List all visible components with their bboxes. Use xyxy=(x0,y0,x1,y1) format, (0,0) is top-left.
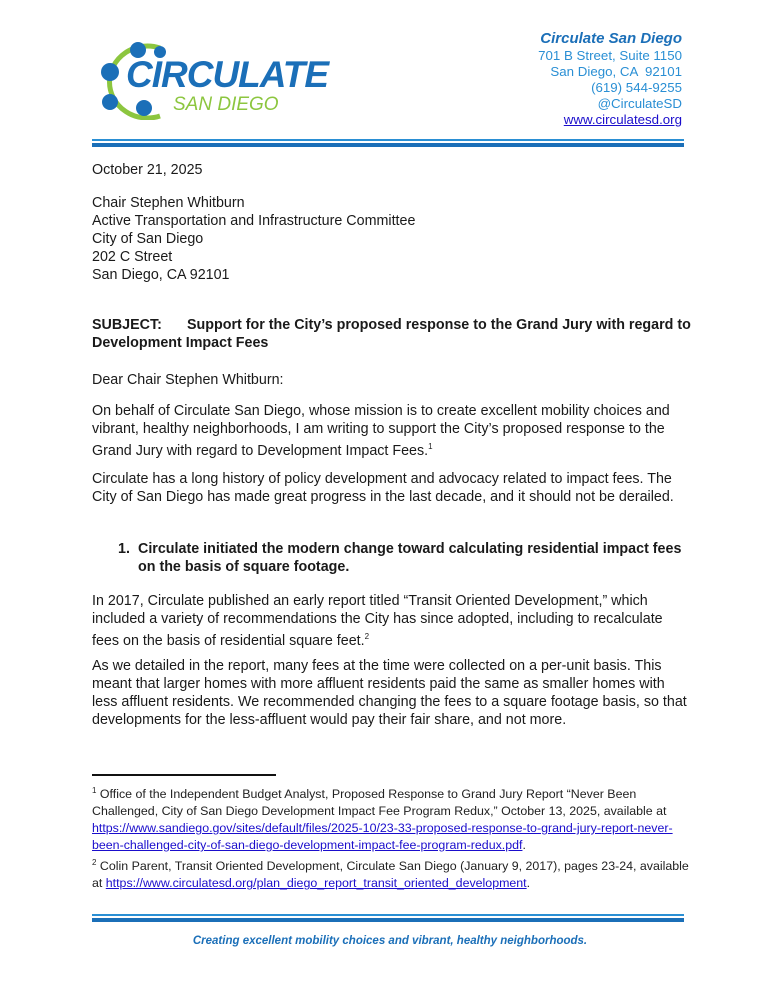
logo-sub-text: SAN DIEGO xyxy=(173,94,279,115)
paragraph-text: On behalf of Circulate San Diego, whose mission is to create excellent mobility choices and vibrant, healthy neighborhoods, I am writing to support the City’s proposed response to the Grand Jury with regard to Development Impact Fees. xyxy=(92,403,670,459)
footnote-number: 2 xyxy=(92,858,97,868)
subject-label: SUBJECT: xyxy=(92,317,162,333)
subject-text-cont: Development Impact Fees xyxy=(92,335,269,351)
footnote-link[interactable]: https://www.sandiego.gov/sites/default/files/2025-10/23-33-proposed-response-to-grand-jury-report-never-been-challenged-city-of-san-diego-development-impact-fee-program-redux.pdf xyxy=(92,821,673,853)
phone: (619) 544-9255 xyxy=(591,80,682,95)
recipient-line: Active Transportation and Infrastructure Committee xyxy=(92,213,416,229)
footer-tagline: Creating excellent mobility choices and vibrant, healthy neighborhoods. xyxy=(192,935,588,947)
header-divider xyxy=(92,139,684,147)
footnote-2 xyxy=(92,854,692,892)
footnote-link[interactable]: https://www.circulatesd.org/plan_diego_report_transit_oriented_development xyxy=(105,876,527,891)
recipient-address xyxy=(92,194,692,284)
address-line-2: San Diego, CA 92101 xyxy=(550,64,682,79)
letter-date: October 21, 2025 xyxy=(92,162,203,178)
address-line-1: 701 B Street, Suite 1150 xyxy=(538,48,682,63)
paragraph-3 xyxy=(92,592,692,650)
subject-text: Support for the City’s proposed response to the Grand Jury with regard to xyxy=(187,317,691,333)
footnote-ref[interactable]: 2 xyxy=(364,632,370,641)
footer-divider xyxy=(92,914,684,922)
train-icon xyxy=(101,63,119,81)
footnote-text: Colin Parent, Transit Oriented Development, Circulate San Diego (January 9, 2017), pages 23-24, available at xyxy=(92,859,689,891)
circulate-logo xyxy=(98,40,338,120)
list-number: 1. xyxy=(118,541,130,557)
paragraph-1 xyxy=(92,402,692,460)
letterhead-contact xyxy=(538,30,682,128)
recipient-line: 202 C Street xyxy=(92,249,173,265)
paragraph-2: Circulate has a long history of policy development and advocacy related to impact fees. The City of San Diego has made great progress in the last decade, and it should not be derailed. xyxy=(92,471,674,505)
footnotes xyxy=(92,782,692,892)
org-name: Circulate San Diego xyxy=(540,30,682,47)
pedestrian-icon xyxy=(136,100,152,116)
heading-text: Circulate initiated the modern change toward calculating residential impact fees on the basis of square footage. xyxy=(138,541,682,575)
footnote-end: . xyxy=(522,838,526,853)
footnote-1 xyxy=(92,782,692,854)
recipient-line: Chair Stephen Whitburn xyxy=(92,195,245,211)
subject-line xyxy=(92,316,692,352)
paragraph-text: In 2017, Circulate published an early report titled “Transit Oriented Development,” which included a variety of recommendations the City has since adopted, including to recalculate fees on the basis of residential square feet. xyxy=(92,593,663,649)
footnote-text: Office of the Independent Budget Analyst, Proposed Response to Grand Jury Report “Never Been Challenged, City of San Diego Development Impact Fee Program Redux,” October 13, 2025, available at xyxy=(92,787,667,819)
footnote-number: 1 xyxy=(92,786,97,795)
recipient-line: City of San Diego xyxy=(92,231,204,247)
website-link[interactable]: www.circulatesd.org xyxy=(563,112,682,127)
footnote-divider xyxy=(92,774,276,776)
recipient-line: San Diego, CA 92101 xyxy=(92,267,230,283)
logo-main-text: CIRCULATE xyxy=(126,54,329,95)
footnote-end: . xyxy=(526,876,531,891)
section-heading-1 xyxy=(118,540,698,576)
paragraph-4: As we detailed in the report, many fees at the time were collected on a per-unit basis. This meant that larger homes with more affluent residents paid the same as smaller homes with less affluent residents. We recommended changing the fees to a square footage basis, so that developments for the less-affluent would pay their fair share, and not more. xyxy=(92,658,687,728)
footnote-ref[interactable]: 1 xyxy=(428,442,433,451)
social-handle: @CirculateSD xyxy=(597,96,682,111)
city-icon xyxy=(102,94,118,110)
salutation: Dear Chair Stephen Whitburn: xyxy=(92,372,284,388)
